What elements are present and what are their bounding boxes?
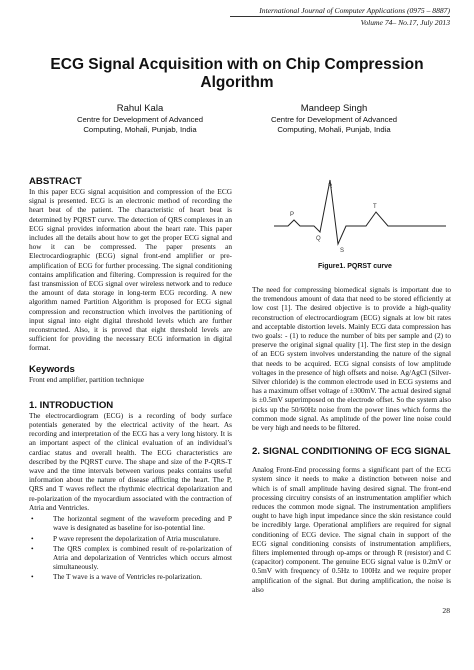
compression-paragraph: The need for compressing biomedical signals is important due to the tremendous amount of data that need to be stored efficiently at low cost [1]. The desired objective is to provide a high-quality reconstruction of electrocardiogram (ECG) signals at low bit rates and acceptable distortion levels. Mainly ECG data compression has two goals: - (1) to reduce the number of bits per sample and (2) to preserve the original signal quality [1]. The first step in the design of an ECG system involves understanding the nature of the signal that needs to be acquired. ECG signal consists of low amplitude voltages in the presence of high offsets and noise. Ag/AgCl (Silver-Silver chloride) is the common electrode used in ECG systems and has a maximum offset voltage of ±300mV. The actual desired signal is ±0.5mV superimposed on the electrode offset. So the system also picks up the 50/60Hz noise from the power lines which forms the common mode signal. As amplitude of the power line noise could be very high and needs to be filtered.: [252, 285, 451, 433]
list-item: [29, 534, 232, 543]
bullet-text: The T wave is a wave of Ventricles re-polarization.: [53, 572, 202, 582]
bullet-icon: •: [31, 533, 34, 543]
bullet-text: The QRS complex is combined result of re-polarization of Atria and depolarization of Ventricles which occurs almost simultaneously.: [53, 543, 232, 572]
wave-label-p: P: [290, 212, 295, 218]
wave-label-s: S: [340, 248, 345, 254]
author-affiliation-line1: Centre for Development of Advanced: [76, 115, 204, 124]
wave-label-t: T: [373, 204, 377, 210]
abstract-heading: ABSTRACT: [29, 176, 82, 187]
journal-volume: Volume 74– No.17, July 2013: [360, 18, 450, 27]
author-affiliation-line1: Centre for Development of Advanced: [270, 115, 398, 124]
journal-header: [230, 6, 450, 27]
wave-label-r: R: [328, 184, 333, 190]
page-number: 28: [442, 606, 450, 615]
author-block-1: [40, 103, 240, 134]
author-affiliation-line2: Computing, Mohali, Punjab, India: [277, 124, 391, 134]
bullet-icon: •: [31, 572, 34, 582]
list-item: [29, 572, 232, 581]
keywords-heading: Keywords: [29, 363, 75, 375]
right-column: [252, 285, 451, 594]
introduction-text: The electrocardiogram (ECG) is a recording of body surface potentials generated by the electrical activity of the heart. As recording and interpretation of the ECG has a very long history. It is an important aspect of the clinical evaluation of an individual’s cardiac status and overall health. The ECG characteristics are described by the PQRST curve. The shape and size of the P-QRS-T wave and the time intervals between various peaks contains useful information about the nature of disease afflicting the heart. The P, QRS and T waves reflect the rhythmic electrical depolarization and re-polarization of the myocardium associated with the contraction of Atria and Ventricles.: [29, 410, 232, 512]
introduction-heading: 1. INTRODUCTION: [29, 399, 114, 411]
section2-heading: 2. SIGNAL CONDITIONING OF ECG SIGNAL: [252, 446, 451, 458]
list-item: [29, 544, 232, 572]
figure-caption: Figure1. PQRST curve: [318, 263, 392, 270]
author-name: Rahul Kala: [116, 103, 164, 114]
paper-title: ECG Signal Acquisition with on Chip Compression Algorithm: [50, 56, 424, 91]
wave-label-q: Q: [316, 236, 321, 242]
bullet-text: P wave represent the depolarization of Atria musculature.: [53, 533, 221, 543]
list-item: [29, 514, 232, 532]
left-column: [29, 176, 232, 583]
keywords-text: Front end amplifier, partition technique: [29, 374, 145, 384]
bullet-text: The horizontal segment of the waveform preceding and P wave is designated as baseline for iso-potential line.: [53, 514, 232, 533]
ecg-waveform: [274, 180, 446, 244]
journal-name: International Journal of Computer Applications (0975 – 8887): [259, 6, 450, 15]
bullet-icon: •: [31, 514, 34, 524]
author-affiliation-line2: Computing, Mohali, Punjab, India: [83, 124, 197, 134]
abstract-text: In this paper ECG signal acquisition and compression of the ECG signal is presented. ECG is an electronic method of recording the heart beat of the patient. The characteristic of heart beat is determined by PQRST curve. The detection of QRS complexes in an ECG signal provides information about the heart rate. This paper includes all the details about how to get the proper ECG signal and how it can be compressed. The paper presents an Electrocardiographic (ECG) signal front-end amplifier or pre-amplification of ECG for further processing. The signal conditioning contains amplification and filtering. Compression is required for the fast transmission of ECG signal over wireless network and to reduce the amount of data storage in long-term ECG recording. A new algorithm named Partition Algorithm is proposed for ECG signal compression and reconstruction which involves the partitioning of input signal into eight digital threshold levels which are further reconstructed. Also, it is proved that eight threshold levels are sufficient for providing the necessary ECG information in digital format.: [29, 187, 232, 353]
bullet-icon: •: [31, 543, 34, 553]
introduction-bullet-list: [29, 514, 232, 581]
signal-conditioning-paragraph: Analog Front-End processing forms a significant part of the ECG system since it needs to make a distinction between noise and which is of small amplitude having desired signal. The front-end processing circuitry consists of an instrumentation amplifier which reduces the common mode signal. The instrumentation amplifiers ought to have high input impedance since the skin resistance could be incredibly large. Operational amplifiers are required for signal conditioning of ECG device. The signal chain in support of the ECG signal conditioning consists of instrumentation amplifiers, filters implemented through op-amps or through R (resistor) and C (capacitor) component. The genuine ECG signal value is 0.2mV or 0.5mV with frequency of 0.5Hz to 100Hz and we require proper amplification of the signal. But during amplification, the noise is also: [252, 465, 451, 594]
pqrst-curve-figure: [270, 178, 450, 258]
author-block-2: [234, 103, 434, 134]
header-rule: [230, 16, 450, 17]
author-name: Mandeep Singh: [300, 103, 368, 114]
